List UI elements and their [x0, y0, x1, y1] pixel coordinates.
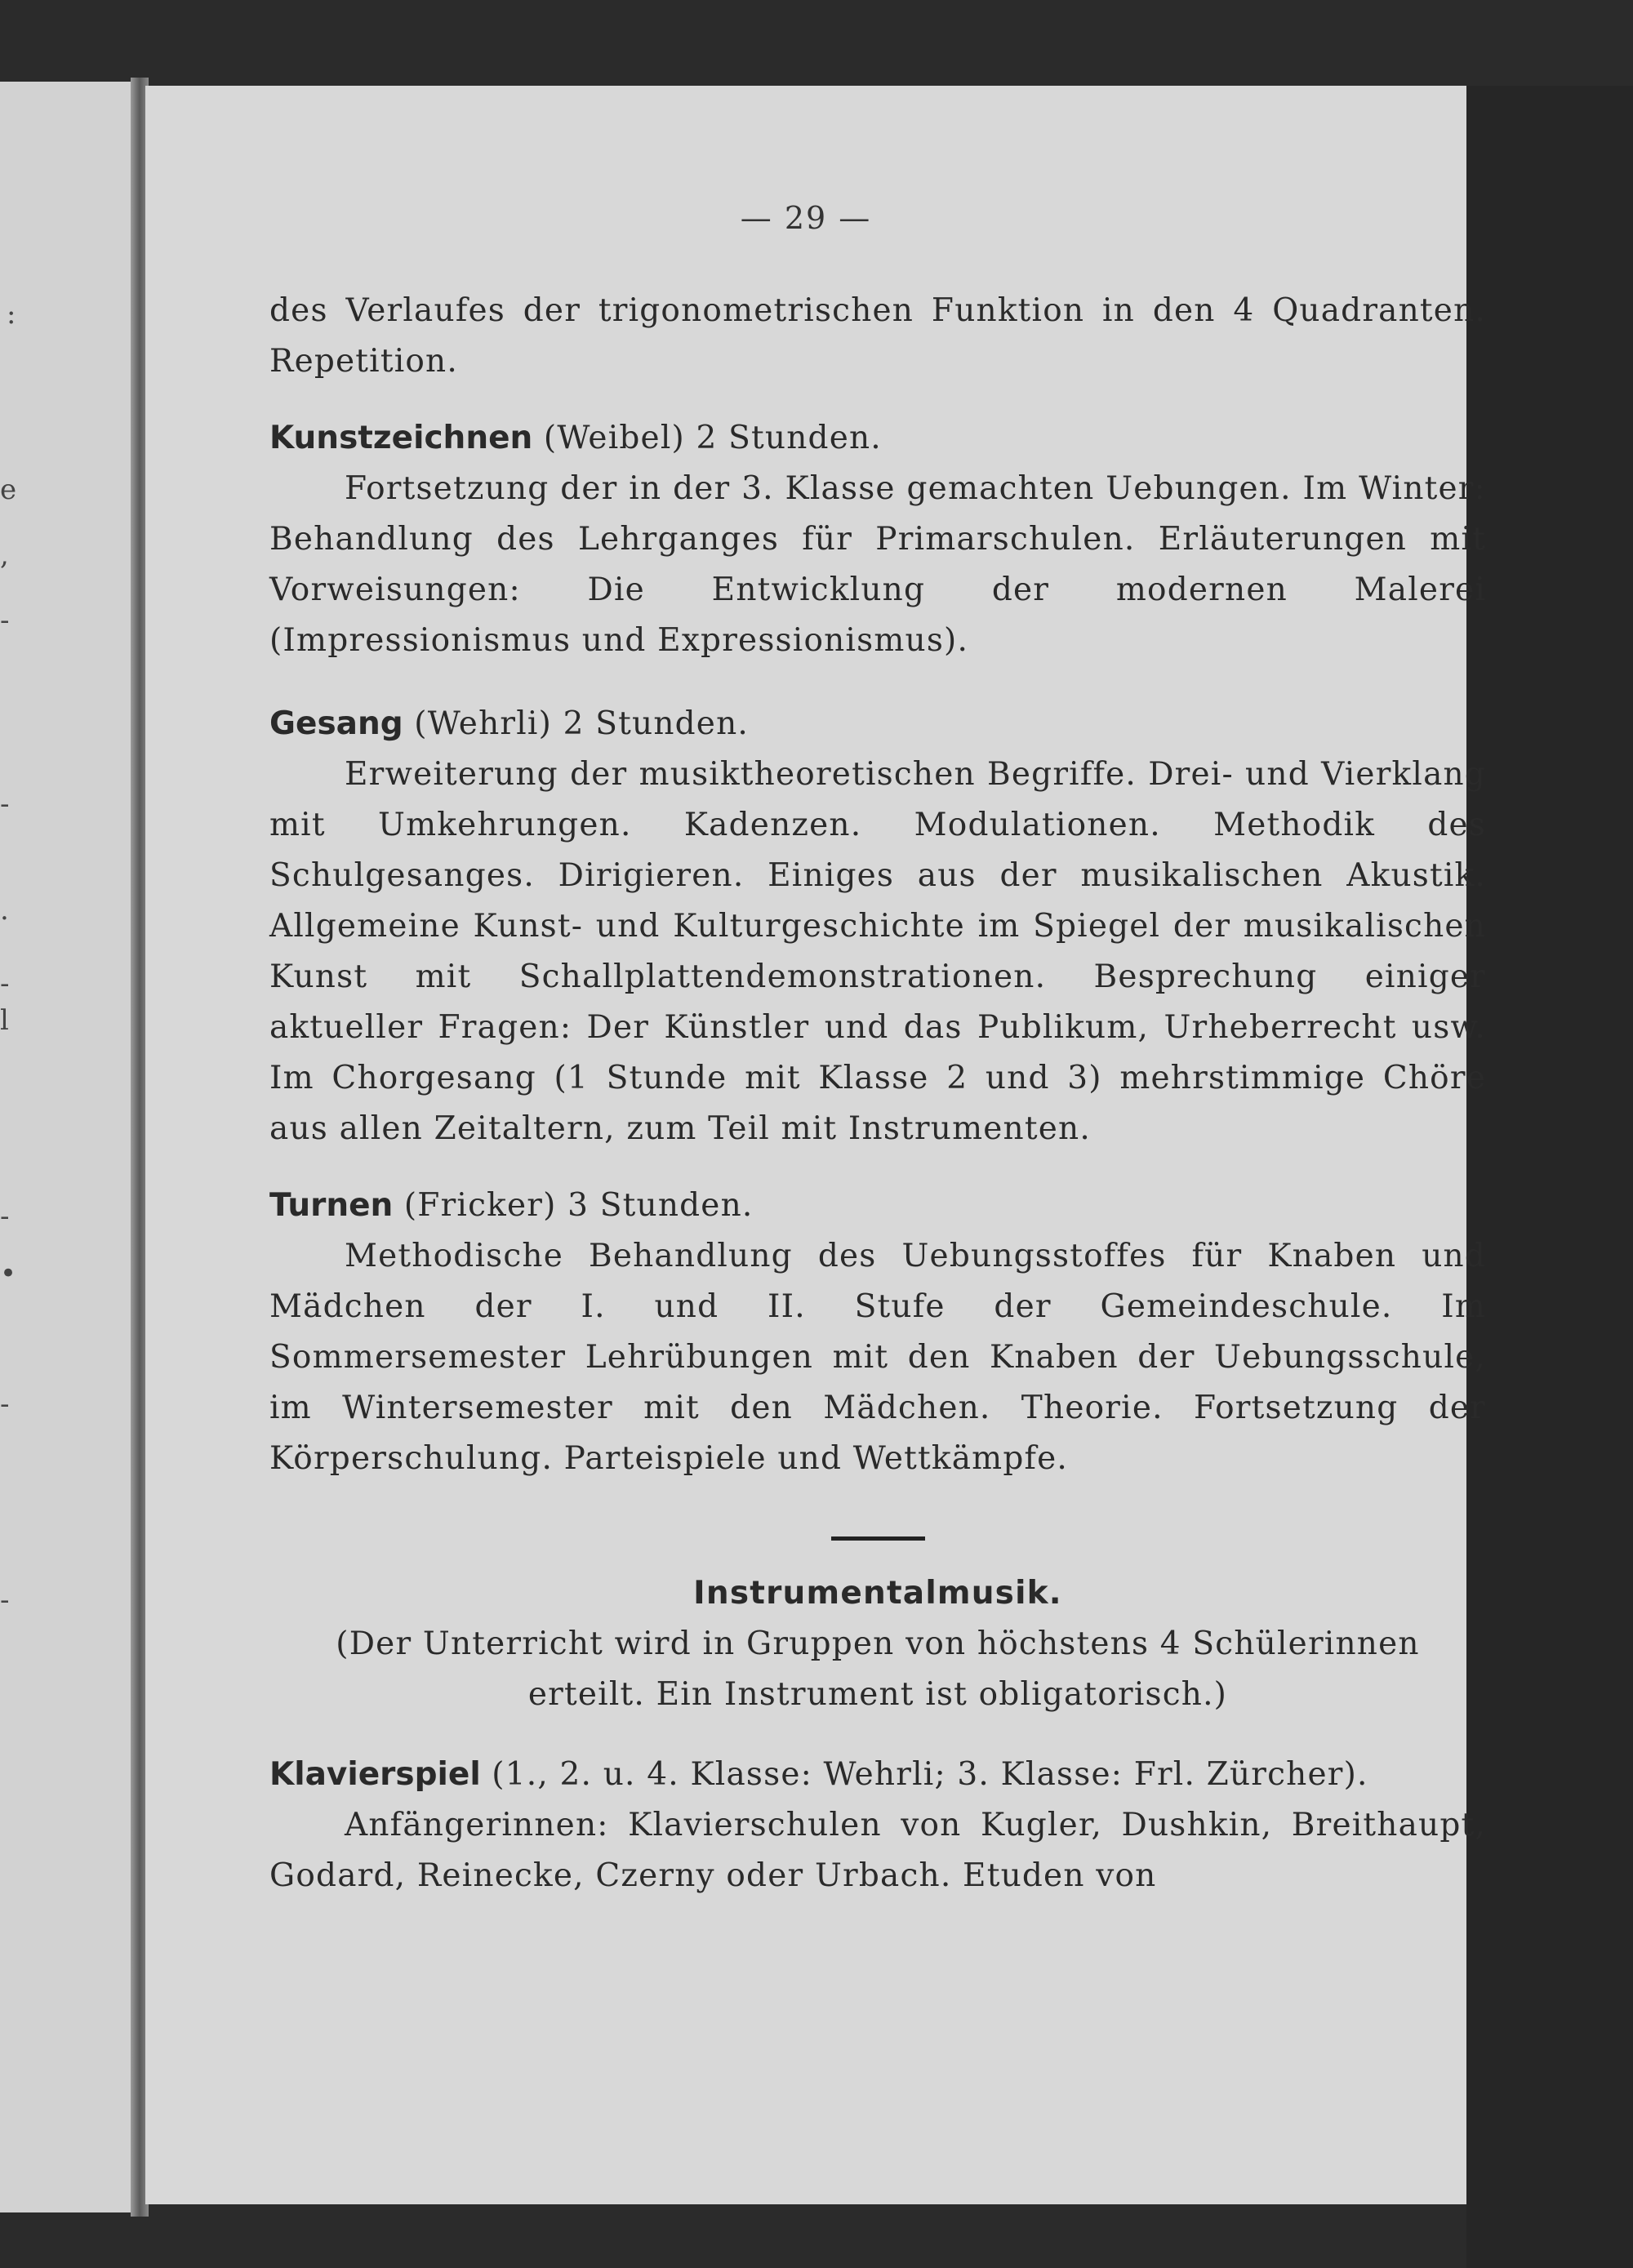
- heading-detail: (Weibel) 2 Stunden.: [532, 420, 882, 456]
- section-heading-turnen: [269, 1181, 1486, 1231]
- book-page: [145, 86, 1486, 2204]
- paragraph-turnen: Methodische Behandlung des Uebungsstoffes für Knaben und Mädchen der I. und II. Stufe der Gemeindeschule. Im Sommersemester Lehrübungen mit den Knaben der Uebungsschule, im Wintersemester mit den Mädchen. Theorie. Fortsetzung der Körperschulung. Parteispiele und Wettkämpfe.: [269, 1238, 1486, 1477]
- paragraph-klavierspiel: Anfängerinnen: Klavierschulen von Kugler, Dushkin, Breithaupt, Godard, Reinecke, Czerny oder Urbach. Etuden von: [269, 1807, 1486, 1894]
- section-title-instrumentalmusik: Instrumentalmusik.: [693, 1575, 1062, 1612]
- left-fragment: ,: [0, 539, 9, 571]
- left-fragment: -: [0, 788, 10, 820]
- left-fragment: e: [0, 474, 17, 506]
- left-fragment: •: [0, 1257, 17, 1290]
- left-page-edge: [0, 82, 140, 2212]
- heading-detail: (Fricker) 3 Stunden.: [393, 1187, 754, 1224]
- left-fragment: :: [7, 298, 16, 331]
- section-divider: [831, 1536, 925, 1541]
- heading-title: Gesang: [269, 705, 403, 742]
- left-fragment: -: [0, 1388, 10, 1421]
- left-fragment: -: [0, 967, 10, 1000]
- paragraph-continuation: des Verlaufes der trigonometrischen Funktion in den 4 Quadranten. Repetition.: [269, 292, 1486, 380]
- scan-background: [1466, 86, 1633, 2268]
- left-fragment: -: [0, 1584, 10, 1617]
- heading-detail: (1., 2. u. 4. Klasse: Wehrli; 3. Klasse: Frl. Zürcher).: [480, 1756, 1368, 1793]
- heading-title: Kunstzeichnen: [269, 420, 533, 456]
- section-heading-klavierspiel: [269, 1750, 1486, 1800]
- left-fragment: -: [0, 1200, 10, 1233]
- section-heading-gesang: [269, 699, 1486, 749]
- heading-title: Klavierspiel: [269, 1756, 481, 1793]
- page-content: [269, 286, 1486, 1901]
- left-fragment: -: [0, 604, 10, 637]
- section-heading-kunstzeichnen: [269, 413, 1486, 464]
- heading-title: Turnen: [269, 1187, 394, 1224]
- page-number: — 29 —: [740, 200, 872, 236]
- paragraph-kunstzeichnen: Fortsetzung der in der 3. Klasse gemachten Uebungen. Im Winter: Behandlung des Lehrganges für Primarschulen. Erläuterungen mit Vorweisungen: Die Entwicklung der modernen Malerei (Impressionismus und Expressionismus).: [269, 470, 1486, 659]
- left-fragment: l: [0, 1004, 9, 1037]
- left-fragment: .: [0, 894, 9, 927]
- heading-detail: (Wehrli) 2 Stunden.: [403, 705, 749, 742]
- paragraph-gesang: Erweiterung der musiktheoretischen Begriffe. Drei- und Vierklang mit Umkehrungen. Kadenzen. Modulationen. Methodik des Schulgesanges. Dirigieren. Einiges aus der musikalischen Akustik. Allgemeine Kunst- und Kulturgeschichte im Spiegel der musikalischen Kunst mit Schallplattendemonstrationen. Besprechung einiger aktueller Fragen: Der Künstler und das Publikum, Urheberrecht usw. Im Chorgesang (1 Stunde mit Klasse 2 und 3) mehrstimmige Chöre aus allen Zeitaltern, zum Teil mit Instrumenten.: [269, 756, 1486, 1147]
- instrumental-note: (Der Unterricht wird in Gruppen von höchstens 4 Schülerinnen erteilt. Ein Instrument ist obligatorisch.): [336, 1625, 1420, 1713]
